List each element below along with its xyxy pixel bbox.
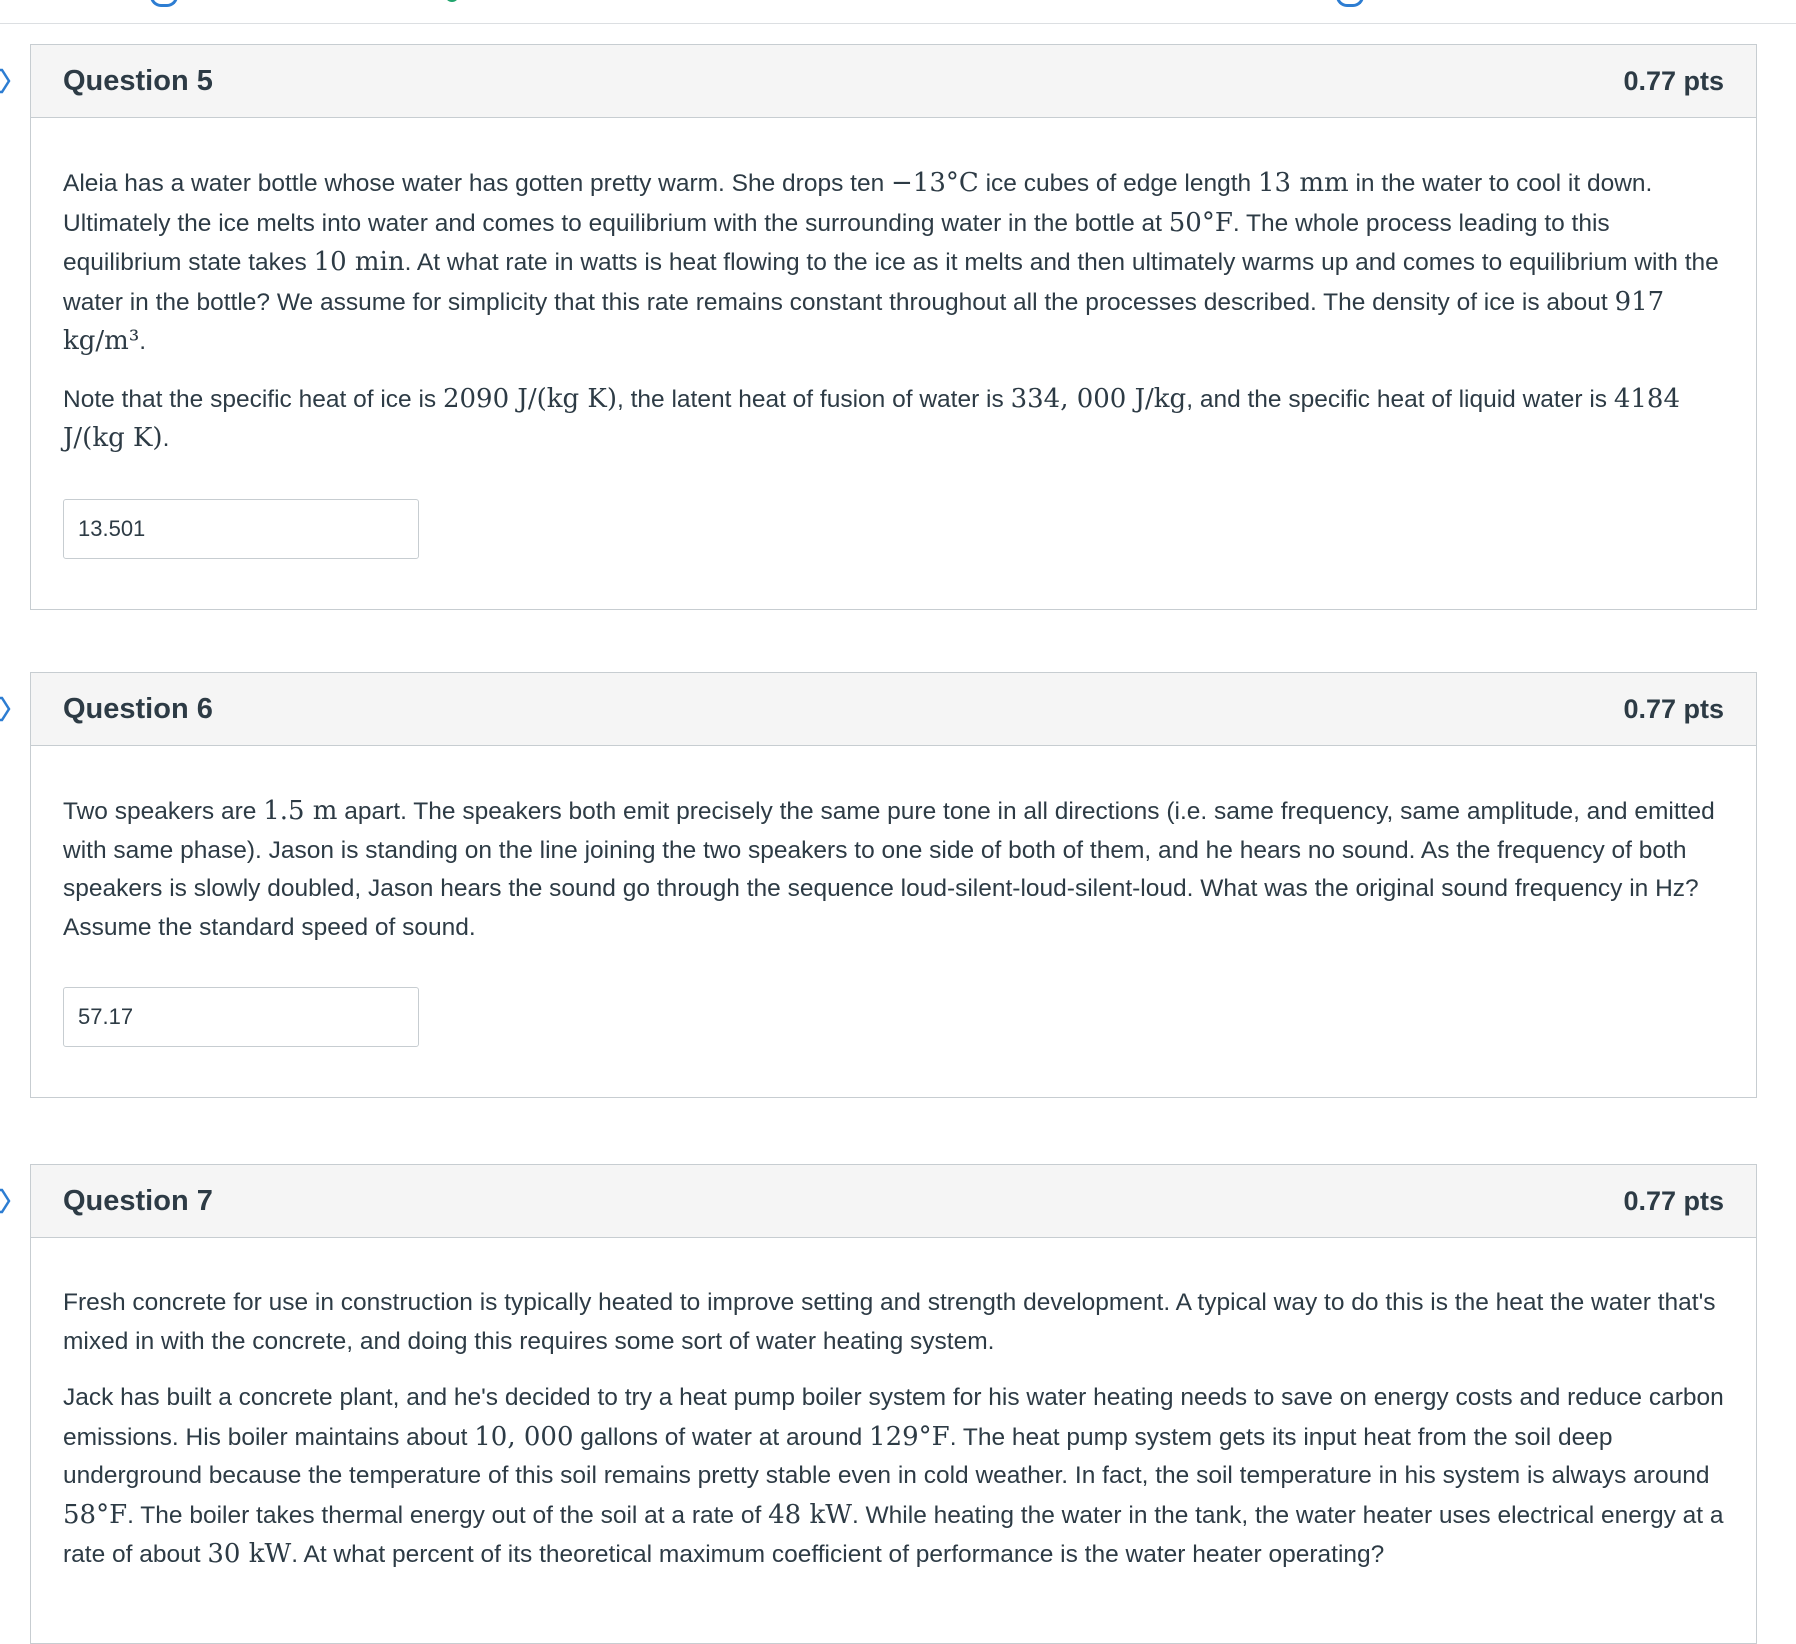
text-segment: .: [139, 328, 147, 355]
text-segment: . The heat pump system gets its input heat from the soil deep underground because the temperature of this soil remains pretty stable even in cold weather. In fact, the soil temperature in his system is always around: [63, 1423, 1710, 1489]
question-flag-icon[interactable]: [0, 68, 12, 94]
math-expression: 2090 J/(kg K): [442, 383, 617, 414]
math-expression: 4184 J/(kg K): [63, 383, 1681, 453]
math-expression: −13°C: [891, 168, 979, 198]
question-points: 0.77 pts: [1623, 1186, 1724, 1216]
math-expression: 13 mm: [1258, 168, 1349, 198]
question-text: [63, 380, 1724, 459]
text-segment: . While heating the water in the tank, the water heater uses electrical energy at a rate of about: [63, 1501, 1724, 1568]
text-segment: Two speakers are: [63, 798, 264, 825]
question-text: [63, 164, 1724, 362]
question-card: [30, 672, 1757, 1098]
text-segment: ice cubes of edge length: [978, 170, 1258, 197]
text-segment: in the water to cool it down. Ultimately the ice melts into water and comes to equilibrium with the surrounding water in the bottle at: [63, 170, 1653, 237]
math-expression: 10, 000: [474, 1421, 574, 1452]
text-segment: Fresh concrete for use in construction is typically heated to improve setting and strength development. A typical way to do this is the heat the water that's mixed in with the concrete, and doing this requires some sort of water heating system.: [63, 1289, 1716, 1355]
nav-mark-blue-2[interactable]: [1336, 0, 1364, 7]
math-expression: 48 kW: [768, 1499, 852, 1530]
math-expression: 129°F: [869, 1421, 950, 1452]
text-segment: .: [162, 425, 170, 452]
nav-mark-blue-1[interactable]: [150, 0, 178, 7]
answer-input[interactable]: [63, 499, 419, 559]
math-expression: 334, 000 J/kg: [1010, 383, 1187, 414]
text-segment: apart. The speakers both emit precisely the same pure tone in all directions (i.e. same frequency, same amplitude, and emitted with same phase). Jason is standing on the line joining the two speakers to one side of both of them, and he hears no sound. As the frequency of both speakers is slowly doubled, Jason hears the sound go through the sequence loud-silent-loud-silent-loud. What was the original sound frequency in Hz? Assume the standard speed of sound.: [63, 798, 1715, 941]
question-points: 0.77 pts: [1623, 66, 1724, 96]
math-expression: 50°F: [1168, 207, 1233, 238]
question-title: Question 6: [63, 693, 213, 725]
question-header: [31, 673, 1756, 746]
question-header: [31, 45, 1756, 118]
question-header: [31, 1165, 1756, 1238]
text-segment: . At what rate in watts is heat flowing to the ice as it melts and then ultimately warms up and comes to equilibrium with the water in the bottle? We assume for simplicity that this rate remains constant throughout all the processes described. The density of ice is about: [63, 249, 1719, 316]
question-body: [31, 1238, 1756, 1643]
math-expression: 30 kW: [207, 1539, 292, 1569]
text-segment: Jack has built a concrete plant, and he's decided to try a heat pump boiler system for his water heating needs to save on energy costs and reduce carbon emissions. His boiler maintains about: [63, 1384, 1724, 1451]
math-expression: 917 kg/m³: [63, 286, 1665, 356]
question-points: 0.77 pts: [1623, 694, 1724, 724]
answer-input[interactable]: [63, 987, 419, 1047]
question-flag-icon[interactable]: [0, 696, 12, 722]
question-flag-icon[interactable]: [0, 1188, 12, 1214]
nav-mark-green[interactable]: [445, 0, 459, 2]
question-text: [63, 1379, 1724, 1575]
math-expression: 10 min: [313, 247, 405, 277]
question-title: Question 7: [63, 1185, 213, 1217]
question-card: [30, 44, 1757, 610]
text-segment: . The whole process leading to this equilibrium state takes: [63, 209, 1610, 276]
question-card: [30, 1164, 1757, 1644]
text-segment: . At what percent of its theoretical maximum coefficient of performance is the water heater operating?: [291, 1541, 1385, 1568]
question-text: [63, 1284, 1724, 1361]
top-navigation-strip: [0, 0, 1796, 24]
text-segment: . The boiler takes thermal energy out of the soil at a rate of: [127, 1501, 769, 1529]
text-segment: , and the specific heat of liquid water is: [1186, 385, 1614, 413]
text-segment: Aleia has a water bottle whose water has gotten pretty warm. She drops ten: [63, 170, 891, 197]
question-body: [31, 746, 1756, 1097]
question-body: [31, 118, 1756, 609]
math-expression: 1.5 m: [263, 796, 338, 826]
text-segment: , the latent heat of fusion of water is: [616, 385, 1011, 413]
question-title: Question 5: [63, 65, 213, 97]
text-segment: Note that the specific heat of ice is: [63, 385, 443, 413]
math-expression: 58°F: [63, 1499, 128, 1530]
question-text: [63, 792, 1724, 947]
text-segment: gallons of water at around: [573, 1423, 870, 1451]
